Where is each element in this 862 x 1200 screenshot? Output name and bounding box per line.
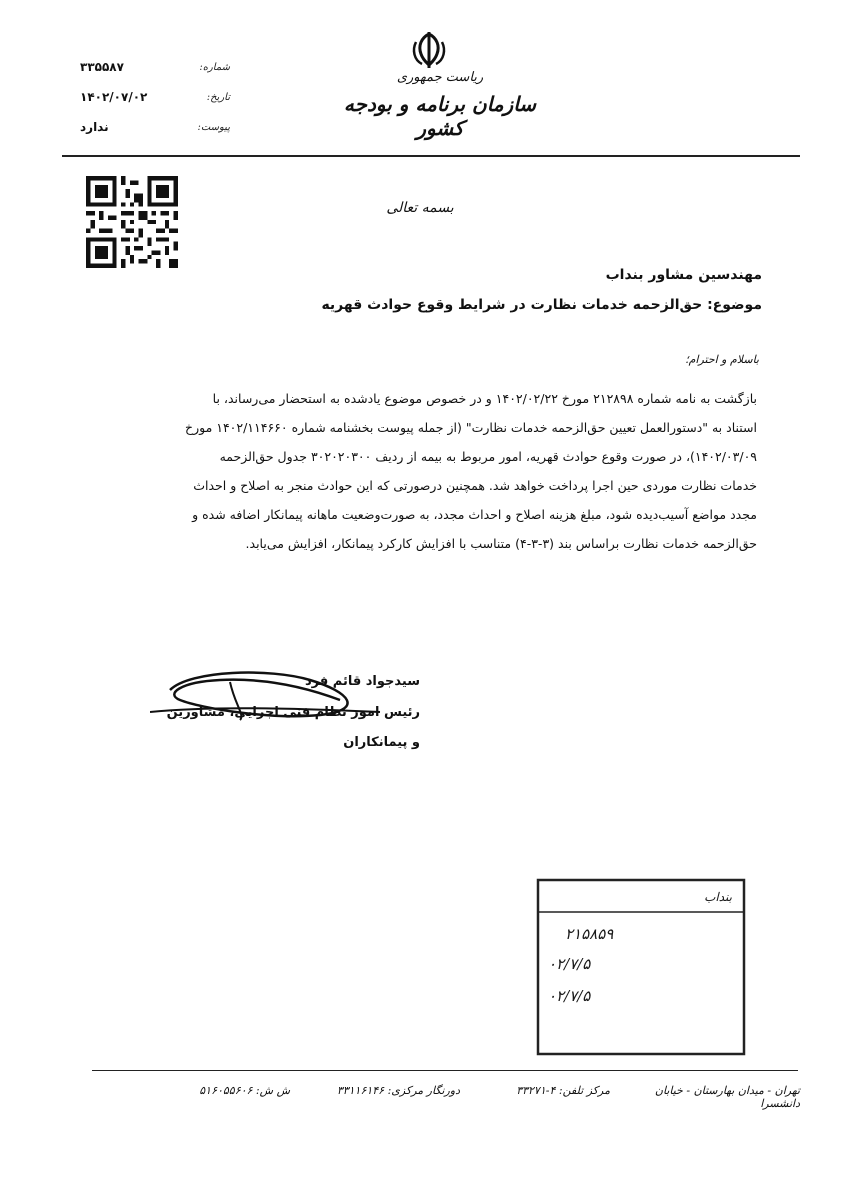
addressee: مهندسین مشاور بنداب	[605, 267, 762, 283]
stamp-date-1: ۰۲/۷/۵	[548, 955, 591, 973]
attachment-row	[80, 120, 230, 134]
letter-number-label: شماره:	[199, 61, 230, 73]
letter-number-value: ۳۳۵۵۸۷	[80, 60, 124, 74]
signatory-title-cont: و پیمانکاران	[343, 735, 420, 750]
bismillah: بسمه تعالی	[386, 200, 454, 216]
stamp-reg-number: ۲۱۵۸۵۹	[565, 925, 614, 943]
letter-date-value: ۱۴۰۲/۰۷/۰۲	[80, 90, 148, 104]
body-line: مجدد مواضع آسیب‌دیده شود، مبلغ هزینه اصلاح و احداث مجدد، به صورت‌وضعیت ماهانه پیمانکار اضافه شده و	[192, 507, 757, 522]
stamp-header: بنداب	[704, 890, 732, 904]
attachment-value: ندارد	[80, 120, 109, 134]
letter-date-row	[80, 90, 230, 104]
body-line: استناد به "دستورالعمل تعیین حق‌الزحمه خدمات نظارت" (از جمله پیوست بخشنامه شماره ۱۴۰۲/۱۱۴۶۶۰ مورخ	[185, 420, 757, 435]
body-line: خدمات نظارت موردی حین اجرا پرداخت خواهد شد. همچنین درصورتی که این حوادث منجر به اصلاح و احداث	[193, 478, 757, 493]
org-sub-title: ریاست جمهوری	[396, 70, 484, 85]
stamp-date-2: ۰۲/۷/۵	[548, 987, 591, 1005]
qr-code-icon	[86, 176, 178, 268]
body-line: بازگشت به نامه شماره ۲۱۲۸۹۸ مورخ ۱۴۰۲/۰۲/۲۲ و در خصوص موضوع یادشده به استحضار می‌رساند، با	[212, 391, 757, 406]
attachment-label: پیوست:	[197, 121, 230, 133]
footer-divider	[92, 1070, 798, 1071]
signatory-name: سیدجواد قائم فرد	[304, 674, 420, 689]
org-name: سازمان برنامه و بودجه کشور	[343, 92, 537, 140]
greeting: باسلام و احترام؛	[685, 353, 759, 366]
body-line: ۱۴۰۲/۰۳/۰۹)، در صورت وقوع حوادث قهریه، امور مربوط به بیمه از ردیف ۳۰۲۰۲۰۳۰۰ جدول حق‌الزحمه	[219, 449, 757, 464]
subject-line: موضوع: حق‌الزحمه خدمات نظارت در شرایط وقوع حوادث قهریه	[321, 297, 762, 313]
header-divider	[62, 155, 800, 157]
footer-fax: دورنگار مرکزی: ۳۳۱۱۶۱۴۶	[336, 1084, 460, 1097]
emblem-icon	[410, 30, 448, 70]
footer-address: تهران - میدان بهارستان - خیابان دانشسرا	[654, 1084, 800, 1110]
body-line: حق‌الزحمه خدمات نظارت براساس بند (۳-۳-۴) متناسب با افزایش کارکرد پیمانکار، افزایش می‌یابد.	[245, 536, 757, 551]
signatory-title: رئیس امور نظام فنی اجرایی، مشاورین	[166, 705, 420, 720]
footer-phone: مرکز تلفن: ۴-۳۳۲۷۱	[516, 1084, 610, 1097]
footer-postal-code: ش ش: ۵۱۶۰۵۵۶۰۶	[199, 1084, 290, 1097]
letter-body	[102, 384, 757, 558]
letter-number-row	[80, 60, 230, 74]
letter-date-label: تاریخ:	[206, 91, 230, 103]
signature-scribble-icon	[150, 660, 410, 730]
